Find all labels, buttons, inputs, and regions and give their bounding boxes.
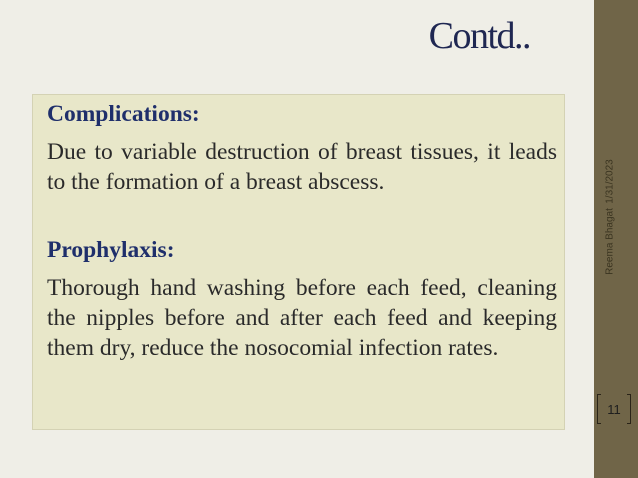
content-box: [32, 94, 565, 430]
prophylaxis-text: Thorough hand washing before each feed, cleaning the nipples before and after each feed and keeping them dry, reduce the nosocomial infection rates.: [47, 275, 557, 361]
right-bracket-icon: [627, 394, 631, 424]
page-number-badge: [597, 394, 631, 424]
slide-title: Contd..: [428, 15, 530, 57]
slide-author: Reema Bhagat: [604, 208, 616, 275]
slide-date: 1/31/2023: [604, 159, 616, 204]
content-body: [47, 99, 557, 363]
page-number: 11: [607, 401, 621, 417]
section-spacer: [47, 197, 557, 235]
complications-text: Due to variable destruction of breast tissues, it leads to the formation of a breast abscess.: [47, 139, 557, 195]
prophylaxis-heading: Prophylaxis:: [47, 237, 175, 263]
complications-heading: Complications:: [47, 101, 200, 127]
left-bracket-icon: [597, 394, 601, 424]
